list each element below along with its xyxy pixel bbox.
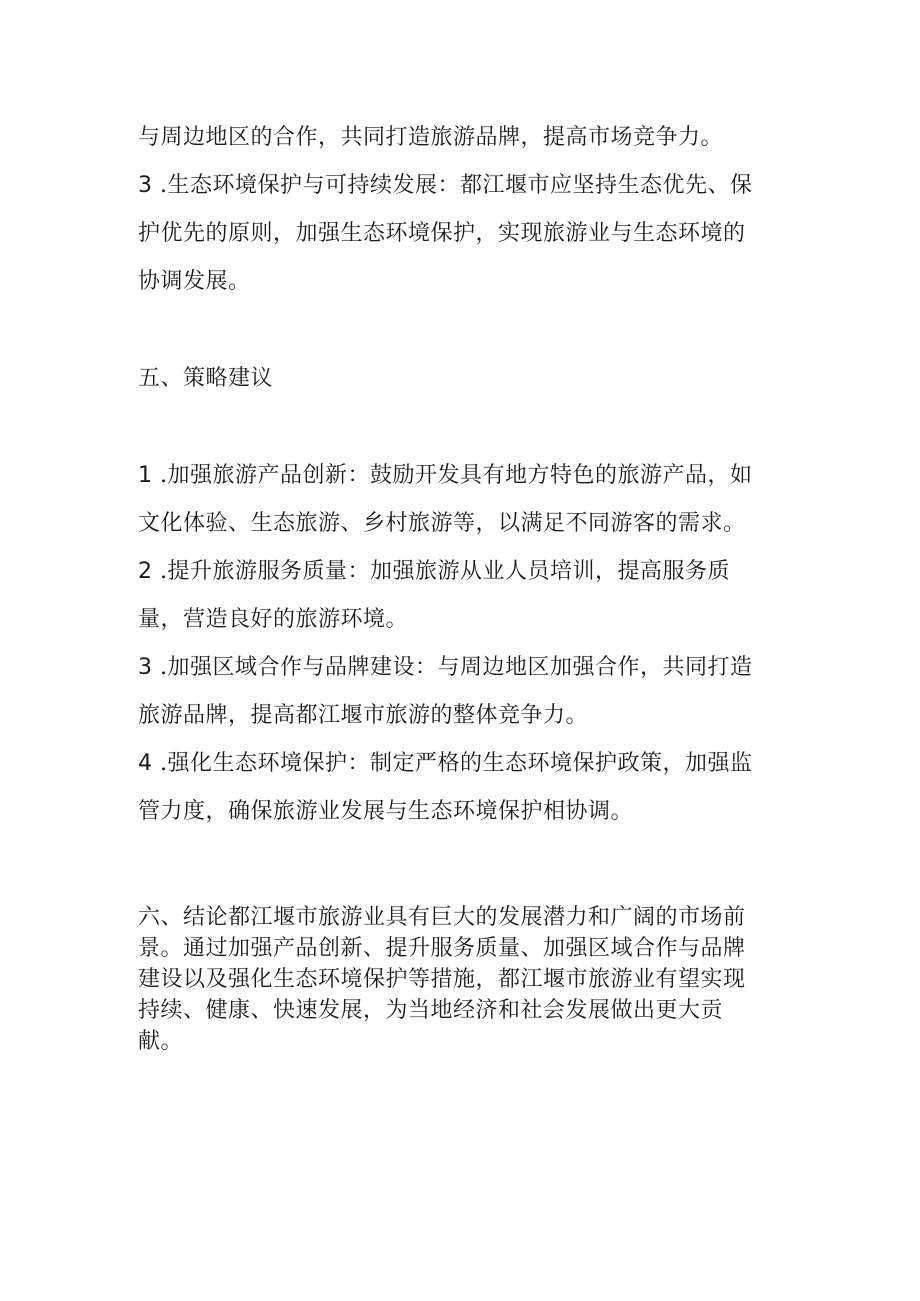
list-item-2-line1: 2 .提升旅游服务质量：加强旅游从业人员培训，提高服务质	[138, 548, 788, 596]
paragraph-line: 与周边地区的合作，共同打造旅游品牌，提高市场竞争力。	[138, 125, 724, 150]
conclusion-line: 献。	[138, 1029, 184, 1054]
section5-heading-block	[138, 355, 788, 403]
list-item-3-line2: 护优先的原则，加强生态环境保护，实现旅游业与生态环境的	[138, 221, 746, 246]
list-item-3-line3: 协调发展。	[138, 269, 251, 294]
section4-tail	[138, 114, 788, 306]
list-number: 2	[138, 559, 153, 584]
conclusion-line: 持续、健康、快速发展，为当地经济和社会发展做出更大贡	[138, 998, 724, 1023]
conclusion-line: 建设以及强化生态环境保护等措施，都江堰市旅游业有望实现	[138, 967, 746, 992]
list-item-4-line2: 管力度，确保旅游业发展与生态环境保护相协调。	[138, 799, 634, 824]
conclusion-line: 景。通过加强产品创新、提升服务质量、加强区域合作与品牌	[138, 936, 746, 961]
list-item-3-line1: 3 .加强区域合作与品牌建设：与周边地区加强合作，共同打造	[138, 644, 788, 692]
list-item-4-line1: 4 .强化生态环境保护：制定严格的生态环境保护政策，加强监	[138, 740, 788, 788]
list-item-3-line1: 3 .生态环境保护与可持续发展：都江堰市应坚持生态优先、保	[138, 162, 788, 210]
list-number: 3	[138, 655, 153, 680]
list-item-3-line2: 旅游品牌，提高都江堰市旅游的整体竞争力。	[138, 703, 589, 728]
list-item-1-line2: 文化体验、生态旅游、乡村旅游等，以满足不同游客的需求。	[138, 511, 746, 536]
list-item-1-line1: 1 .加强旅游产品创新：鼓励开发具有地方特色的旅游产品，如	[138, 452, 788, 500]
list-number: 3	[138, 173, 153, 198]
list-number: 1	[138, 463, 153, 488]
list-number: 4	[138, 751, 153, 776]
section-heading: 五、策略建议	[138, 366, 274, 391]
list-item-2-line2: 量，营造良好的旅游环境。	[138, 607, 409, 632]
section6-conclusion	[138, 902, 788, 1057]
section5-list	[138, 452, 788, 836]
conclusion-line: 六、结论都江堰市旅游业具有巨大的发展潜力和广阔的市场前	[138, 905, 746, 930]
